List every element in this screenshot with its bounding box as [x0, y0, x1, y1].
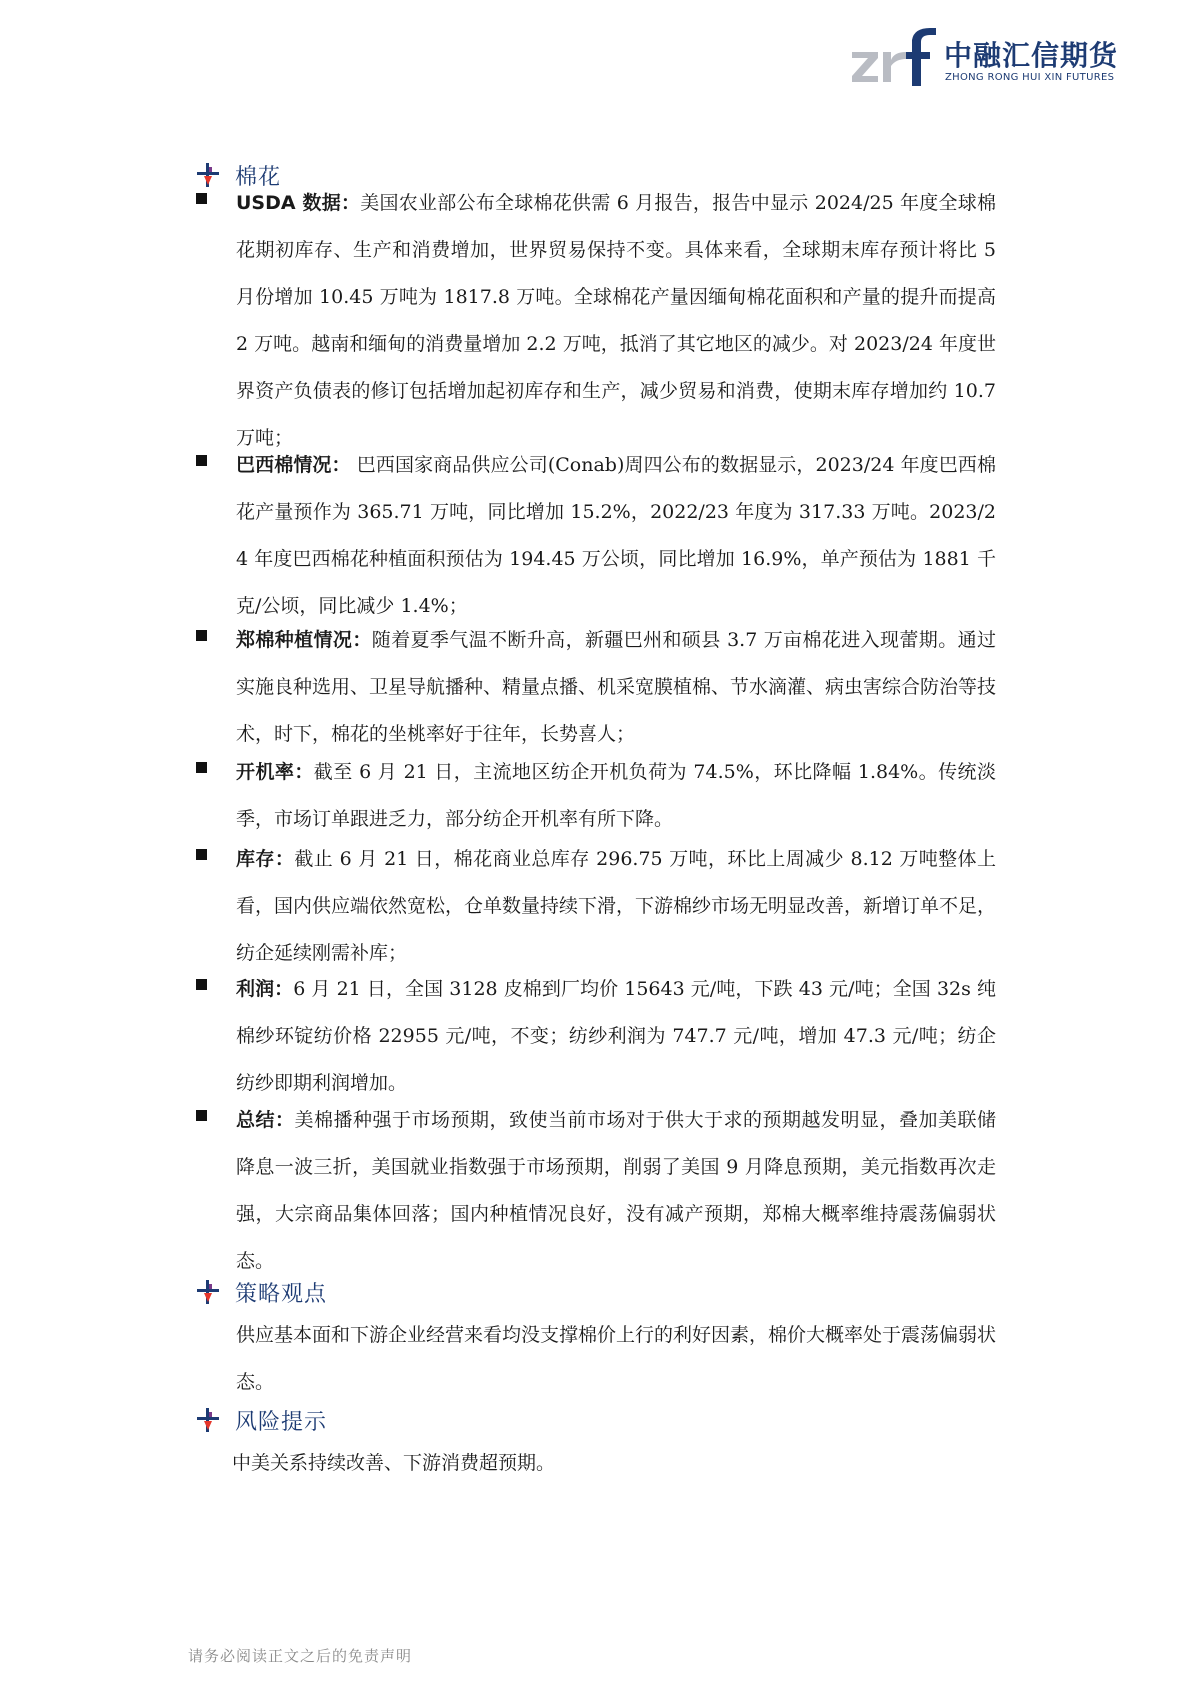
section-heading-risk: [195, 1403, 327, 1437]
bullet-item-inventory: [196, 836, 996, 977]
bullet-item-brazil: [196, 442, 996, 630]
bullet-term: 利润：: [236, 978, 294, 1000]
square-bullet-icon: [196, 762, 207, 773]
bullet-text: 美国农业部公布全球棉花供需 6 月报告，报告中显示 2024/25 年度全球棉花期初库存、生产和消费增加，世界贸易保持不变。具体来看，全球期末库存预计将比 5 月份增加 10.45 万吨为 1817.8 万吨。全球棉花产量因缅甸棉花面积和产量的提升而提高 2 万吨。越南和缅甸的消费量增加 2.2 万吨，抵消了其它地区的减少。对 2023/24 年度世界资产负债表的修订包括增加起初库存和生产，减少贸易和消费，使期末库存增加约 10.7 万吨；: [236, 192, 996, 449]
bullet-item-usda: [196, 180, 996, 462]
bullet-item-planting: [196, 617, 996, 758]
square-bullet-icon: [196, 849, 207, 860]
bullet-term: 库存：: [236, 848, 295, 870]
bullet-text: 随着夏季气温不断升高，新疆巴州和硕县 3.7 万亩棉花进入现蕾期。通过实施良种选用、卫星导航播种、精量点播、机采宽膜植棉、节水滴灌、病虫害综合防治等技术，时下，棉花的坐桃率好于往年，长势喜人；: [236, 629, 997, 745]
bullet-item-profit: [196, 966, 996, 1107]
logo-chinese-name: 中融汇信期货: [944, 39, 1119, 72]
bullet-text: 6 月 21 日，全国 3128 皮棉到厂均价 15643 元/吨，下跌 43 元/吨；全国 32s 纯棉纱环锭纺价格 22955 元/吨，不变；纺纱利润为 747.7 元/吨，增加 47.3 元/吨；纺企纺纱即期利润增加。: [236, 978, 996, 1094]
section-bullet-icon: [195, 1407, 221, 1433]
bullet-text: 截至 6 月 21 日，主流地区纺企开机负荷为 74.5%，环比降幅 1.84%。传统淡季，市场订单跟进乏力，部分纺企开机率有所下降。: [236, 761, 996, 830]
bullet-text: 美棉播种强于市场预期，致使当前市场对于供大于求的预期越发明显，叠加美联储降息一波三折，美国就业指数强于市场预期，削弱了美国 9 月降息预期，美元指数再次走强，大宗商品集体回落；国内种植情况良好，没有减产预期，郑棉大概率维持震荡偏弱状态。: [236, 1109, 996, 1272]
bullet-item-summary: [196, 1097, 996, 1285]
square-bullet-icon: [196, 455, 207, 466]
section-title-cotton: 棉花: [235, 164, 282, 190]
strategy-paragraph: 供应基本面和下游企业经营来看均没支撑棉价上行的利好因素，棉价大概率处于震荡偏弱状态。: [236, 1324, 997, 1393]
square-bullet-icon: [196, 979, 207, 990]
bullet-term: 巴西棉情况：: [236, 454, 351, 476]
disclaimer-footer: 请务必阅读正文之后的免责声明: [188, 1647, 413, 1665]
bullet-text: 截止 6 月 21 日，棉花商业总库存 296.75 万吨，环比上周减少 8.12 万吨整体上看，国内供应端依然宽松，仓单数量持续下滑，下游棉纱市场无明显改善，新增订单不足，纺企延续刚需补库；: [236, 848, 997, 964]
square-bullet-icon: [196, 630, 207, 641]
bullet-text: 巴西国家商品供应公司(Conab)周四公布的数据显示，2023/24 年度巴西棉花产量预作为 365.71 万吨，同比增加 15.2%，2022/23 年度为 317.33 万吨。2023/24 年度巴西棉花种植面积预估为 194.45 万公顷，同比增加 16.9%，单产预估为 1881 千克/公顷，同比减少 1.4%；: [236, 454, 996, 617]
risk-paragraph: 中美关系持续改善、下游消费超预期。: [232, 1452, 556, 1474]
square-bullet-icon: [196, 193, 207, 204]
company-logo: [850, 26, 1120, 90]
zrf-logo-mark-icon: [850, 26, 942, 88]
bullet-term: 总结：: [236, 1109, 295, 1131]
bullet-item-operating-rate: [196, 749, 996, 843]
bullet-term: USDA 数据：: [236, 192, 361, 214]
section-title-strategy: 策略观点: [235, 1281, 328, 1307]
bullet-term: 开机率：: [236, 761, 314, 783]
logo-english-name: ZHONG RONG HUI XIN FUTURES: [945, 72, 1115, 83]
section-bullet-icon: [195, 1279, 221, 1305]
section-title-risk: 风险提示: [235, 1409, 328, 1435]
bullet-term: 郑棉种植情况：: [236, 629, 372, 651]
section-heading-strategy: [195, 1275, 327, 1309]
square-bullet-icon: [196, 1110, 207, 1121]
